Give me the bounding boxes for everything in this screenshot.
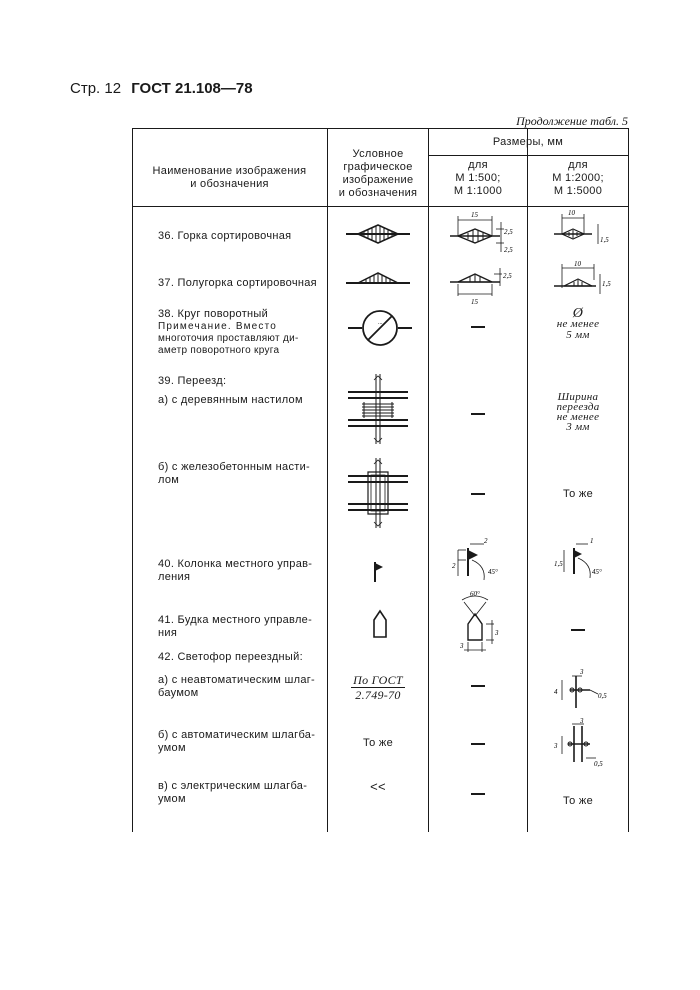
dimension-label: 10 [568, 209, 575, 217]
level-crossing-wooden-symbol [346, 374, 410, 444]
header-line: для [468, 159, 488, 171]
row-42a-name [158, 674, 315, 700]
row-41-scale-2-dash [571, 629, 585, 631]
header-line: изображение [342, 174, 414, 186]
dimension-label: 45° [488, 568, 498, 576]
row-39b-scale-1-dash [471, 493, 485, 495]
local-control-column-dimensions-scale-1 [448, 536, 518, 586]
row-42c-scale-1-dash [471, 793, 485, 795]
value-line: не менее [556, 318, 600, 330]
header-line: М 1:1000 [453, 185, 503, 197]
row-42b-symbol: То же [362, 737, 393, 749]
dimension-label: 0,5 [598, 692, 607, 700]
table-border-top [132, 128, 628, 129]
dimension-label: 45° [592, 568, 602, 576]
row-39b-scale-2-value: То же [562, 488, 593, 500]
name-line: 40. Колонка местного управ- [158, 558, 313, 570]
dimension-label: 15 [471, 211, 478, 219]
local-control-booth-dimensions-scale-1 [450, 590, 520, 656]
name-line: 41. Будка местного управле- [158, 614, 313, 626]
half-hump-yard-dimensions-scale-2 [552, 260, 616, 302]
name-line: ления [158, 571, 191, 583]
column-header-name [132, 165, 327, 191]
reference-line: 2.749-70 [355, 688, 401, 702]
header-line: М 1:5000 [553, 185, 603, 197]
column-header-scale-2 [528, 159, 628, 198]
dimension-label: 15 [471, 298, 478, 306]
name-line: в) с электрическим шлагба- [158, 780, 308, 792]
hump-yard-symbol [346, 222, 410, 246]
local-control-booth-symbol [372, 610, 388, 638]
dimension-label: 1,5 [600, 236, 609, 244]
table-border-left [132, 128, 133, 832]
name-line: б) с автоматическим шлагба- [158, 729, 316, 741]
note-line: многоточия проставляют ди- [158, 333, 299, 344]
header-line: М 1:500; [455, 172, 501, 184]
row-42a-scale-1-dash [471, 685, 485, 687]
row-42b-scale-1-dash [471, 743, 485, 745]
dimension-label: 2 [484, 537, 488, 545]
name-line: ния [158, 627, 178, 639]
crossing-signal-auto-dimensions-scale-2 [550, 718, 620, 768]
value-line: 5 мм [566, 329, 590, 341]
value-line: не менее [556, 411, 600, 423]
turntable-symbol [348, 310, 412, 346]
row-42c-symbol: << [370, 779, 386, 794]
column-divider [428, 128, 429, 832]
row-39-name: 39. Переезд: [158, 375, 227, 387]
value-line: Ширина [557, 391, 599, 403]
row-42c-name [158, 780, 307, 806]
header-line: для [568, 159, 588, 171]
level-crossing-concrete-symbol [346, 458, 410, 528]
name-line: б) с железобетонным насти- [158, 461, 310, 473]
row-42b-name [158, 729, 315, 755]
dimension-label: 10 [574, 260, 581, 268]
dimension-label: 60° [470, 590, 480, 598]
dimension-label: 3 [495, 629, 499, 637]
name-line: баумом [158, 687, 199, 699]
page-number: Стр. 12 [70, 80, 122, 97]
row-38-scale-1-dash [471, 326, 485, 328]
header-line: М 1:2000; [552, 172, 604, 184]
row-38-note [158, 321, 324, 357]
dimension-label: 0,5 [594, 760, 603, 768]
column-divider [327, 128, 328, 832]
sizes-header-divider [428, 155, 628, 156]
reference-line: По ГОСТ [353, 673, 403, 687]
row-38-name: 38. Круг поворотный [158, 308, 269, 320]
row-39a-scale-2-value [528, 392, 628, 432]
dimension-label: 2,5 [504, 228, 513, 236]
dimension-label: 1,5 [554, 560, 563, 568]
value-line: переезда [556, 401, 600, 413]
name-line: умом [158, 742, 186, 754]
local-control-column-symbol [372, 562, 386, 582]
value-line: 3 мм [566, 421, 590, 433]
header-line: графическое [343, 161, 413, 173]
dimension-label: 3 [554, 742, 558, 750]
ellipsis-glyph: ... [378, 320, 383, 326]
dimension-label: 1,5 [602, 280, 611, 288]
note-line: аметр поворотного круга [158, 345, 280, 356]
dimension-label: 3 [580, 668, 584, 676]
row-42-name: 42. Светофор переездный: [158, 651, 303, 663]
row-42c-scale-2-value: То же [562, 795, 593, 807]
row-41-name [158, 614, 312, 640]
column-header-scale-1 [428, 159, 528, 198]
header-line: и обозначения [190, 178, 269, 190]
header-line: Наименование изображения [152, 165, 307, 177]
standard-number: ГОСТ 21.108—78 [131, 80, 253, 97]
row-39a-name: а) с деревянным настилом [158, 394, 303, 406]
diameter-sign: Ø [572, 306, 584, 321]
column-divider [527, 128, 528, 832]
column-header-symbol [328, 148, 428, 200]
page-header [70, 80, 253, 97]
column-header-sizes: Размеры, мм [492, 136, 564, 148]
row-37-name: 37. Полугорка сортировочная [158, 277, 317, 289]
row-38-scale-2-value [528, 308, 628, 341]
header-line: Условное [352, 148, 404, 160]
dimension-label: 1 [590, 537, 594, 545]
hump-yard-dimensions-scale-1 [448, 208, 518, 260]
row-40-name [158, 558, 312, 584]
row-42a-symbol-reference [328, 673, 428, 702]
half-hump-yard-symbol [346, 268, 410, 288]
header-divider [132, 206, 628, 207]
header-line: и обозначения [338, 187, 418, 199]
note-line: Примечание. Вместо [158, 321, 278, 332]
crossing-signal-manual-dimensions-scale-2 [550, 668, 620, 710]
name-line: лом [158, 474, 180, 486]
row-36-name: 36. Горка сортировочная [158, 230, 292, 242]
row-39a-scale-1-dash [471, 413, 485, 415]
hump-yard-dimensions-scale-2 [552, 208, 612, 248]
name-line: а) с неавтоматическим шлаг- [158, 674, 316, 686]
dimension-label: 2,5 [504, 246, 513, 254]
symbols-table [132, 128, 628, 832]
local-control-column-dimensions-scale-2 [552, 536, 616, 586]
name-line: умом [158, 793, 186, 805]
dimension-label: 3 [460, 642, 464, 650]
dimension-label: 2 [452, 562, 456, 570]
dimension-label: 3 [580, 717, 584, 725]
table-continuation-label: Продолжение табл. 5 [516, 114, 628, 128]
half-hump-yard-dimensions-scale-1 [448, 264, 518, 306]
table-border-right [628, 128, 629, 832]
dimension-label: 4 [554, 688, 558, 696]
dimension-label: 2,5 [503, 272, 512, 280]
row-39b-name [158, 461, 310, 487]
